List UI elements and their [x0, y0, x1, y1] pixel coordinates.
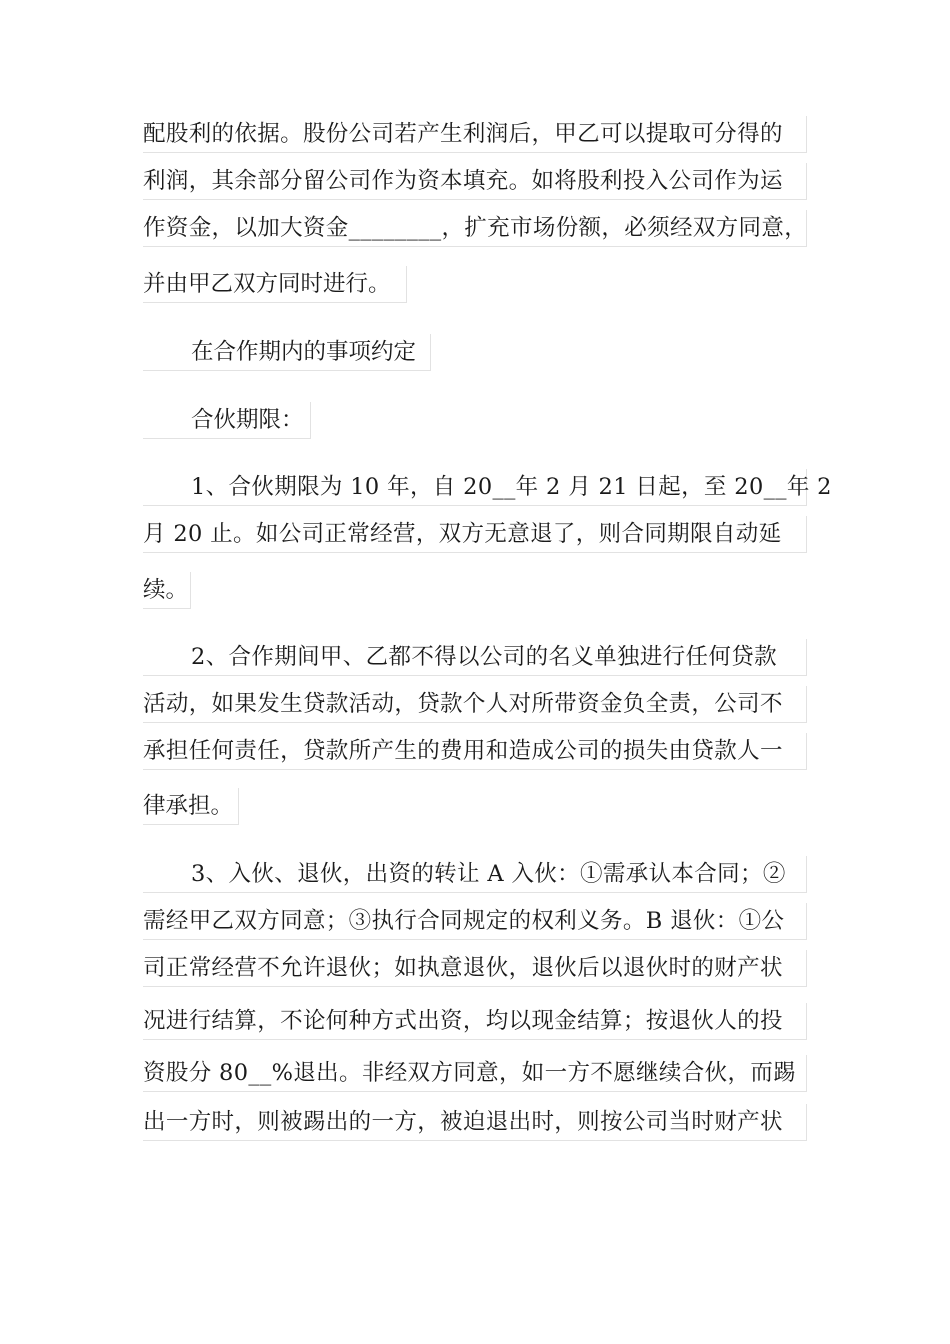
clause-2-line: 律承担。: [143, 788, 239, 825]
clause-1-line: 1、合伙期限为 10 年，自 20__年 2 月 21 日起，至 20__年 2: [143, 469, 807, 506]
clause-3-line: 3、入伙、退伙，出资的转让 A 入伙：①需承认本合同；②: [143, 856, 807, 893]
clause-2-line: 活动，如果发生贷款活动，贷款个人对所带资金负全责，公司不: [143, 686, 807, 723]
clause-3-line: 需经甲乙双方同意；③执行合同规定的权利义务。B 退伙：①公: [143, 903, 807, 940]
clause-3-line: 资股分 80__%退出。非经双方同意，如一方不愿继续合伙，而踢: [143, 1055, 807, 1092]
text-line: 并由甲乙双方同时进行。: [143, 266, 407, 303]
section-heading: 在合作期内的事项约定: [143, 334, 431, 371]
subsection-heading: 合伙期限：: [143, 402, 311, 439]
clause-1-line: 续。: [143, 572, 191, 609]
text-line: 配股利的依据。股份公司若产生利润后，甲乙可以提取可分得的: [143, 116, 807, 153]
clause-2-line: 承担任何责任，贷款所产生的费用和造成公司的损失由贷款人一: [143, 733, 807, 770]
clause-3-line: 况进行结算，不论何种方式出资，均以现金结算；按退伙人的投: [143, 1003, 807, 1040]
text-line: 作资金，以加大资金________，扩充市场份额，必须经双方同意，: [143, 210, 807, 247]
clause-3-line: 司正常经营不允许退伙；如执意退伙，退伙后以退伙时的财产状: [143, 950, 807, 987]
clause-1-line: 月 20 止。如公司正常经营，双方无意退了，则合同期限自动延: [143, 516, 807, 553]
clause-2-line: 2、合作期间甲、乙都不得以公司的名义单独进行任何贷款: [143, 639, 807, 676]
text-line: 利润，其余部分留公司作为资本填充。如将股利投入公司作为运: [143, 163, 807, 200]
clause-3-line: 出一方时，则被踢出的一方，被迫退出时，则按公司当时财产状: [143, 1104, 807, 1141]
